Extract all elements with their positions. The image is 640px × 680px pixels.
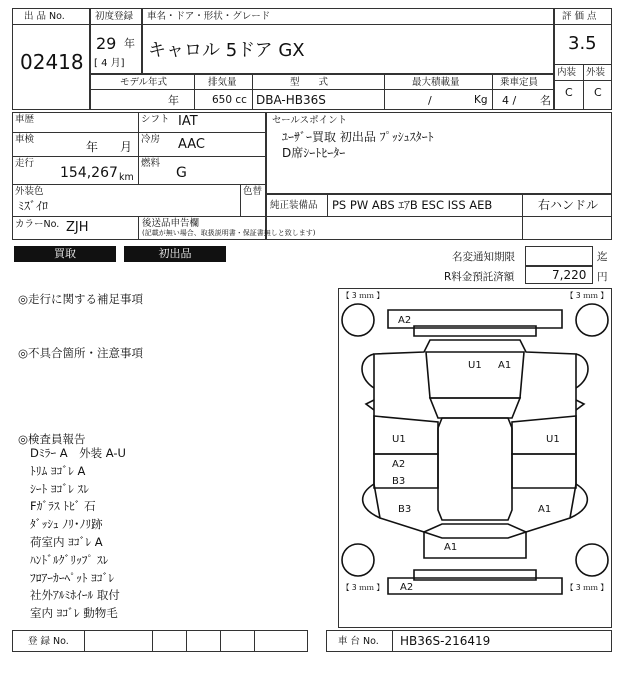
defect-notes-label: ◎不具合箇所・注意事項 xyxy=(18,346,144,360)
ac-label: 冷房 xyxy=(141,134,161,145)
shift-label: シフト xyxy=(141,114,170,125)
code-trunk: A1 xyxy=(444,542,458,553)
driving-notes-label: ◎走行に関する補足事項 xyxy=(18,292,144,306)
exterior-color-value: ﾐｽﾞｲﾛ xyxy=(18,199,49,213)
chassis-number: HB36S-216419 xyxy=(400,634,491,648)
inspector-report-line: ﾊﾝﾄﾞﾙｸﾞﾘｯﾌﾟ ｽﾚ xyxy=(30,552,109,567)
interior-label: 内装 xyxy=(557,67,577,78)
inspection-year-unit: 年 xyxy=(86,140,99,154)
history-label: 車歴 xyxy=(15,114,35,125)
code-left-rear-door-b3: B3 xyxy=(392,476,406,487)
code-right-quarter: A1 xyxy=(538,504,552,515)
color-no-value: ZJH xyxy=(66,220,89,235)
equipment-label: 純正装備品 xyxy=(270,200,318,211)
first-registration-year: 29 xyxy=(96,34,117,53)
inspector-report xyxy=(30,446,260,626)
name-change-deadline-label: 名変通知期限 xyxy=(452,251,515,263)
roof xyxy=(438,418,512,520)
inspector-report-line: 室内 ﾖｺﾞﾚ 動物毛 xyxy=(30,606,118,621)
ac-value: AAC xyxy=(178,137,205,152)
exterior-label: 外装 xyxy=(586,67,606,78)
color-change-label: 色替 xyxy=(243,186,263,197)
capacity-label: 乗車定員 xyxy=(500,77,539,88)
recycle-fee-label: R料金預託済額 xyxy=(444,271,515,283)
model-code-label: 型 式 xyxy=(290,77,329,88)
model-year-unit: 年 xyxy=(168,94,179,107)
inspector-report-line: ｼｰﾄ ﾖｺﾞﾚ ｽﾚ xyxy=(30,481,90,496)
buyout-tag: 買取 xyxy=(14,246,116,262)
max-load-label: 最大積載量 xyxy=(412,77,460,88)
name-change-deadline-box xyxy=(525,246,593,266)
inspector-report-label: ◎検査員報告 xyxy=(18,432,86,446)
first-registration-month: [ 4 月] xyxy=(94,58,125,69)
recycle-fee-unit: 円 xyxy=(597,271,608,283)
sales-point-line2: D席ｼｰﾄﾋｰﾀｰ xyxy=(282,146,346,160)
code-hood-u1: U1 xyxy=(468,360,482,371)
trunk xyxy=(424,524,526,558)
first-listing-tag: 初出品 xyxy=(124,246,226,262)
code-right-front-door: U1 xyxy=(546,434,560,445)
tire-tread-rear-left: 【 3 ｍｍ 】 xyxy=(342,583,384,592)
recycle-fee-value: 7,220 xyxy=(552,268,587,282)
inspector-report-line: 荷室内 ﾖｺﾞﾚ A xyxy=(30,535,103,549)
fuel-value: G xyxy=(176,165,187,181)
inspector-report-line: 社外ｱﾙﾐﾎｲｰﾙ 取付 xyxy=(30,588,120,603)
hood xyxy=(426,352,524,398)
code-left-quarter: B3 xyxy=(398,504,412,515)
mileage-label: 走行 xyxy=(15,158,35,169)
mileage-unit: km xyxy=(119,172,134,183)
interior-grade: C xyxy=(565,86,573,99)
displacement-value: 650 cc xyxy=(212,94,247,106)
capacity-unit: 名 xyxy=(540,94,551,107)
code-rear-bumper: A2 xyxy=(400,582,414,593)
grade-value: 3.5 xyxy=(568,33,597,54)
inspector-report-line: ﾌﾛｱｰｶｰﾍﾟｯﾄ ﾖｺﾞﾚ xyxy=(30,570,115,585)
tire-tread-front-right: 【 3 ｍｍ 】 xyxy=(566,291,608,300)
fuel-label: 燃料 xyxy=(141,158,161,169)
code-front-bumper: A2 xyxy=(398,315,412,326)
name-change-deadline-unit: 迄 xyxy=(597,251,608,263)
exterior-grade: C xyxy=(594,86,602,99)
tire-rear-left xyxy=(342,544,374,576)
inspection-month-unit: 月 xyxy=(120,140,133,154)
code-left-rear-door-a2: A2 xyxy=(392,459,406,470)
tire-tread-rear-right: 【 3 ｍｍ 】 xyxy=(566,583,608,592)
tire-tread-front-left: 【 3 ｍｍ 】 xyxy=(342,291,384,300)
shift-value: IAT xyxy=(178,114,198,129)
inspection-label: 車検 xyxy=(15,134,35,145)
damage-diagram xyxy=(338,288,612,628)
registration-number-label: 登 録 No. xyxy=(28,636,69,647)
sales-point-label: セールスポイント xyxy=(272,115,348,126)
inspector-report-line: ﾄﾘﾑ ﾖｺﾞﾚ A xyxy=(30,463,86,478)
steering-value: 右ハンドル xyxy=(538,198,599,212)
first-registration-label: 初度登録 xyxy=(95,11,134,22)
capacity-value: 4 / xyxy=(502,94,517,107)
max-load-unit: Kg xyxy=(474,94,488,106)
mileage-value: 154,267 xyxy=(60,165,118,181)
car-name: キャロル 5ドア GX xyxy=(148,40,305,61)
max-load-slash: / xyxy=(428,94,432,107)
code-hood-a1: A1 xyxy=(498,360,512,371)
inspector-report-line: ﾀﾞｯｼｭ ﾉﾘ･ﾉﾘ跡 xyxy=(30,517,103,532)
color-no-label: カラーNo. xyxy=(15,219,60,230)
lot-number: 02418 xyxy=(20,50,84,74)
equipment-value: PS PW ABS ｴｱB ESC ISS AEB xyxy=(332,198,493,212)
model-year-label: モデル年式 xyxy=(120,77,168,88)
model-code: DBA-HB36S xyxy=(256,93,326,107)
car-name-label: 車名・ドア・形状・グレード xyxy=(147,11,271,22)
tire-front-right xyxy=(576,304,608,336)
tire-rear-right xyxy=(576,544,608,576)
lot-number-label: 出 品 No. xyxy=(24,11,65,22)
inspector-report-line: Dﾐﾗｰ A 外装 A-U xyxy=(30,446,126,460)
chassis-number-label: 車 台 No. xyxy=(338,636,379,647)
code-left-front-door: U1 xyxy=(392,434,406,445)
docs-label: 後送品申告欄 xyxy=(142,218,200,229)
grade-label: 評 価 点 xyxy=(562,11,597,22)
first-registration-year-unit: 年 xyxy=(124,37,135,50)
displacement-label: 排気量 xyxy=(208,77,237,88)
exterior-color-label: 外装色 xyxy=(15,186,44,197)
windshield xyxy=(430,398,520,418)
sales-point-line1: ﾕｰｻﾞｰ買取 初出品 ﾌﾟｯｼｭｽﾀｰﾄ xyxy=(282,130,434,144)
inspector-report-line: Fｶﾞﾗｽ ﾄﾋﾞ 石 xyxy=(30,499,96,514)
docs-note: (記載が無い場合、取扱説明書・保証書無しと致します) xyxy=(142,229,316,237)
tire-front-left xyxy=(342,304,374,336)
